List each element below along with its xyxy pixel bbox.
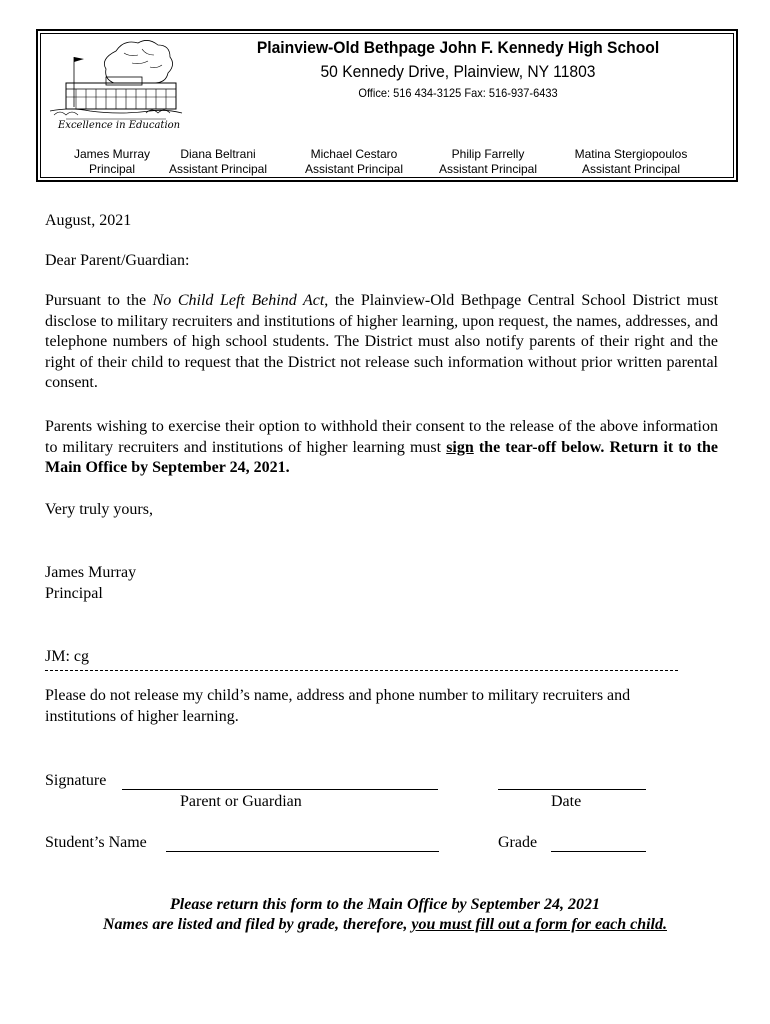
administrator-name: Michael Cestaro	[310, 147, 398, 161]
signer-title: Principal	[45, 585, 103, 602]
administrator-4	[432, 147, 544, 177]
date-line[interactable]	[498, 775, 646, 790]
grade-label: Grade	[498, 834, 538, 851]
footer-filing-note	[45, 916, 725, 934]
administrator-5	[564, 147, 698, 177]
release-statement: Please do not release my child’s name, address and phone number to military recruiters and institutions of higher learning.	[45, 687, 631, 725]
paragraph-2	[45, 417, 718, 479]
salutation: Dear Parent/Guardian:	[45, 252, 190, 269]
school-building-logo	[46, 37, 186, 129]
paragraph-1-intro: Pursuant to the	[45, 292, 153, 309]
school-name: Plainview-Old Bethpage John F. Kennedy High School	[256, 38, 660, 57]
paragraph-1	[45, 291, 718, 394]
administrator-1	[62, 147, 162, 177]
date-label: Date	[551, 793, 582, 810]
student-name-line[interactable]	[166, 837, 439, 852]
sign-emphasis: sign	[446, 438, 474, 456]
school-address: 50 Kennedy Drive, Plainview, NY 11803	[320, 62, 596, 81]
signature-line[interactable]	[122, 775, 438, 790]
footer-return-note: Please return this form to the Main Office by September 24, 2021	[170, 896, 600, 913]
administrator-name: Diana Beltrani	[180, 147, 256, 161]
paragraph-2-instruction: the tear-off below. Return it to the Main Office by September 24, 2021.	[45, 438, 718, 476]
student-name-label: Student’s Name	[45, 834, 147, 851]
signer-name: James Murray	[45, 564, 137, 581]
school-motto: Excellence in Education	[58, 120, 181, 131]
signature-label: Signature	[45, 772, 107, 789]
administrator-name: Matina Stergiopoulos	[574, 147, 688, 161]
administrator-3	[298, 147, 410, 177]
administrator-title: Assistant Principal	[581, 162, 681, 176]
administrator-2	[162, 147, 274, 177]
administrator-title: Assistant Principal	[438, 162, 538, 176]
paragraph-1-body: , the Plainview-Old Bethpage Central School District must disclose to military recruiters and institutions of higher learning, upon request, the names, addresses, and telephone numbers of high school students. The District must also notify parents of their right and the right of their child to request that the District not release such information without prior written parental consent.	[45, 292, 719, 391]
paragraph-2-body: Parents wishing to exercise their option to withhold their consent to the release of the above information to military recruiters and institutions of higher learning must	[45, 418, 718, 456]
grade-line[interactable]	[551, 837, 646, 852]
administrator-name: James Murray	[73, 147, 150, 161]
tear-off-line	[45, 670, 678, 671]
administrator-name: Philip Farrelly	[451, 147, 525, 161]
footer-each-child: you must fill out a form for each child.	[411, 916, 667, 933]
signature-sublabel: Parent or Guardian	[180, 793, 302, 810]
administrator-title: Assistant Principal	[168, 162, 268, 176]
administrator-title: Assistant Principal	[304, 162, 404, 176]
footer-filing-text: Names are listed and filed by grade, therefore,	[103, 916, 412, 933]
act-name: No Child Left Behind Act	[152, 292, 325, 309]
administrator-title: Principal	[88, 162, 136, 176]
school-contact: Office: 516 434-3125 Fax: 516-937-6433	[358, 86, 558, 100]
letter-date: August, 2021	[45, 212, 132, 229]
closing: Very truly yours,	[45, 501, 153, 518]
typist-initials: JM: cg	[45, 648, 89, 665]
letterhead	[36, 29, 738, 182]
